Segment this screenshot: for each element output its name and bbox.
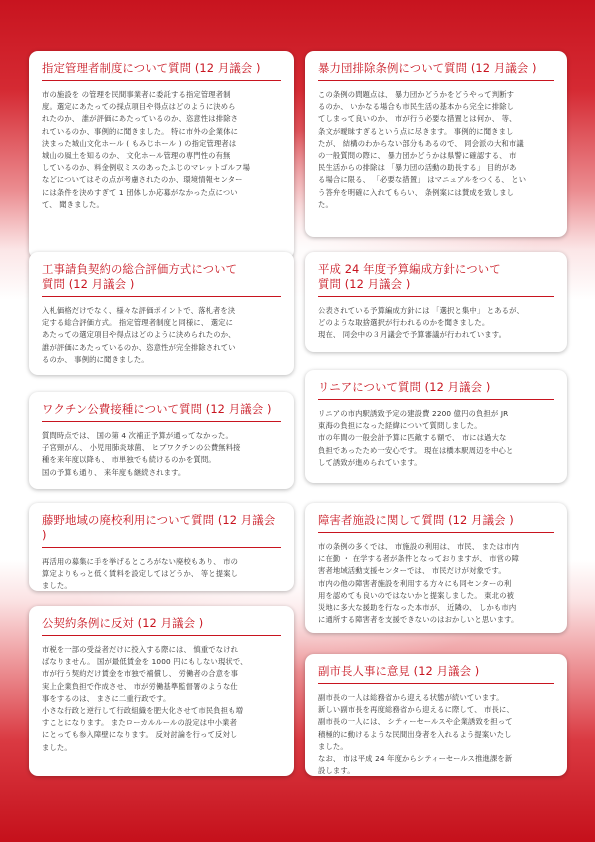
card-disability-facility: [305, 503, 567, 633]
card-body: 市の条例の多くでは、 市施設の利用は、 市民、 または市内 に在勤 ・ 在学する者が条件となっておりますが、 市営の障 害者地域活動支援センターでは、 市民だけが対象です。 市内の他の障害者施設を利用する方々にも同センターの利 用を認めても良いのではないかと提案しました。 東北の被 災地に多大な援助を行なった本市が、 近隣の、 しかも市内 に通所する障害者を支援できないのはおかしいと思います。: [318, 542, 520, 625]
card-designated-manager: [29, 51, 294, 259]
card-title: 障害者施設に関して質問 (12 月議会 ): [318, 513, 554, 533]
card-body: 入札価格だけでなく、様々な評価ポイントで、落札者を決 定する総合評価方式。 指定管理者制度と同様に、 選定に あたっての選定項目や得点はどのように決められたのか、 誰が評価にあたっているのか、恣意性が完全排除されてい るのか、 事例的に聞きました。: [42, 306, 236, 364]
card-public-contract: [29, 606, 294, 776]
card-budget-policy: [305, 252, 567, 352]
card-title: 副市長人事に意見 (12 月議会 ): [318, 664, 554, 684]
card-title: 工事請負契約の総合評価方式について 質問 (12 月議会 ): [42, 262, 281, 297]
card-linear: [305, 370, 567, 483]
card-anti-gang: [305, 51, 567, 237]
card-title: リニアについて質問 (12 月議会 ): [318, 380, 554, 400]
card-body: 公表されている予算編成方針には 「選択と集中」 とあるが、 どのような取捨選択が行われるのかを聞きました。 現在、 同会中の３月議会で予算審議が行われています。: [318, 306, 525, 340]
card-deputy-mayor: [305, 654, 567, 776]
card-title: ワクチン公費接種について質問 (12 月議会 ): [42, 402, 281, 422]
card-body: 再活用の募集に手を挙げるところがない廃校もあり、 市の 算定よりもっと低く賃料を設定してはどうか、 等と提案し ました。: [42, 557, 239, 591]
card-construction-contract: [29, 252, 294, 375]
card-vaccine: [29, 392, 294, 489]
card-title: 指定管理者制度について質問 (12 月議会 ): [42, 61, 281, 81]
card-body: リニアの市内駅誘致予定の建設費 2200 億円の負担が JR 東海の負担になった経緯について質問しました。 市の年間の一般会計予算に匹敵する額で、 市には過大な 負担であったため一安心です。 現在は橋本駅周辺を中心と して誘致が進められています。: [318, 409, 514, 467]
card-body: この条例の問題点は、 暴力団かどうかをどうやって判断す るのか、 いかなる場合も市民生活の基本から完全に排除し てしまって良いのか、 市が行う必要な措置とは何か、 等、 条文が曖昧すぎるという点に尽きます。 事例的に聞きまし たが、 結構のわからない部分もあるので、 同会派の大和市議 の一般質問の際に、 暴力団かどうかは県警に確認する、 市 民生活からの排除は 「暴力団の活動の助長する」 目的があ る場合に限る、 「必要な措置」 はマニュアルをつくる、 とい う答弁を明確に入れてもらい、 条例案には賛成を致しまし た。: [318, 90, 527, 209]
card-title: 暴力団排除条例について質問 (12 月議会 ): [318, 61, 554, 81]
card-body: 市の施設を の管理を民間事業者に委託する指定管理者制 度。選定にあたっての採点項目や得点はどのように決めら れたのか、 誰が評価にあたっているのか、恣意性は排除さ れているのか、事例的に聞きました。 特に市外の企業体に 決まった城山文化ホール ( もみじホール ) の指定管理者は 城山の風土を知るのか、 文化ホール管理の専門性の有無 しているのか、料金例収ミスのあったふじのマレットゴルフ場 などについてはその点が考慮されたのか、環境情報センター には条件を決めすぎて 1 団体しか応募がなかった点につい て、 聞きました。: [42, 90, 251, 209]
card-title: 公契約条例に反対 (12 月議会 ): [42, 616, 281, 636]
card-body: 市税を一部の受益者だけに投入する際には、 慎重でなけれ ばなりません。 国が最低賃金を 1000 円にもしない現状で、 市が行う契約だけ賃金を市独で補償し、 労働者の合意を事 実上企業負担で作成させ、 市が労働基準監督署のような仕 事をするのは、 まさに二重行政です。 小さな行政と逆行して行政組織を肥大化させて市民負担も増 すことになります。 またローカルルールの設定は中小業者 にとっても参入障壁になります。 反対討論を行って反対し ました。: [42, 645, 248, 752]
card-body: 質問時点では、 国の第 4 次補正予算が通ってなかった。 子宮頸がん、 小児用肺炎球菌、 ヒブワクチンの公費無料接 種を来年度以降も、 市単独でも続けるのかを質問。 国の予算も通り、 来年度も継続されます。: [42, 431, 241, 477]
card-body: 副市長の一人は総務省から迎える状態が続いています。 新しい副市長を再度総務省から迎えるに際して、 市長に、 副市長の一人には、 シティーセールスや企業誘致を担って 積極的に動けるような民間出身者を入れるよう提案いたし ました。 なお、 市は平成 24 年度からシティーセールス推進課を新 設します。: [318, 693, 514, 776]
card-title: 藤野地域の廃校利用について質問 (12 月議会 ): [42, 513, 281, 548]
card-title: 平成 24 年度予算編成方針について 質問 (12 月議会 ): [318, 262, 554, 297]
card-fujino-school: [29, 503, 294, 591]
